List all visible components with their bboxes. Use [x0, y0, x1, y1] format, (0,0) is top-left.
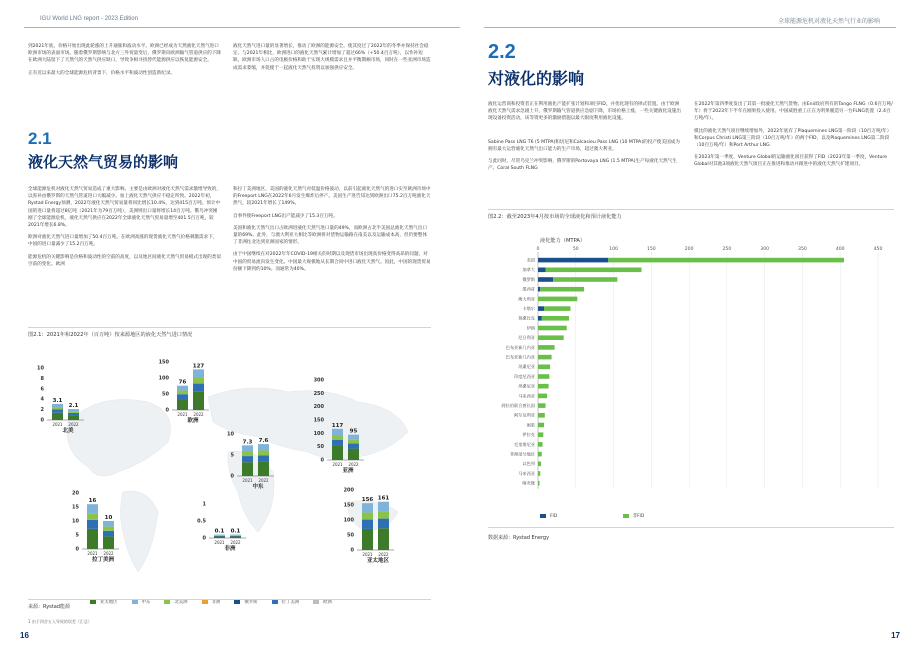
bar-segment	[68, 409, 79, 411]
page-number-left: 16	[20, 631, 29, 640]
year-label: 2021	[52, 422, 63, 427]
bar-prefid	[538, 374, 549, 379]
section-title: 对液化的影响	[488, 69, 585, 88]
legend-swatch	[272, 600, 278, 604]
category-label: 阿尔及利亚	[514, 412, 535, 418]
y-tick-label: 0	[75, 546, 79, 553]
bar-segment	[68, 413, 79, 415]
report-title: IGU World LNG report - 2023 Edition	[40, 16, 138, 22]
y-tick-label: 0	[350, 547, 354, 554]
y-tick-label: 0	[202, 535, 206, 542]
y-tick-label: 6	[40, 386, 44, 393]
year-label: 2021	[242, 478, 253, 483]
paragraph: 美国和液化天然气出口占欧洲进液化天然气进口量的49%，而欧洲占北半美国总液化天然气出口量的69%。此外，与澳大利亚大相比等欧洲将对货物运输路在南美以及运输成本高，但仍要整体了非洲往北达到亚洲国家的情形。	[233, 225, 427, 246]
bar-fid	[538, 268, 546, 273]
category-label: 坦桑尼亚	[518, 383, 535, 389]
bar-value-label: 7.3	[242, 439, 253, 446]
y-tick-label: 150	[313, 417, 324, 424]
year-label: 2022	[258, 478, 269, 483]
bar-prefid	[538, 326, 567, 331]
bar-prefid	[538, 384, 549, 389]
bar-prefid	[538, 462, 541, 467]
bar-value-label: 3.1	[52, 397, 63, 404]
category-label: 马来西亚	[518, 393, 535, 399]
bar-segment	[378, 511, 389, 518]
x-tick-label: 150	[646, 247, 656, 252]
intro-col2	[233, 43, 431, 77]
x-tick-label: 400	[835, 247, 845, 252]
x-tick-label: 50	[572, 247, 579, 252]
bar-prefid	[538, 297, 577, 302]
bar-value-label: 76	[178, 379, 187, 386]
bar-value-label: 0.1	[230, 528, 241, 535]
category-label: 墨西哥	[522, 286, 535, 292]
year-label: 2021	[362, 552, 373, 557]
legend-prefid	[623, 513, 645, 519]
legend-label: 非FID	[632, 514, 645, 519]
liquefaction-capacity-chart	[488, 228, 896, 528]
section-number: 2.1	[28, 129, 52, 148]
legend-fid	[540, 514, 557, 519]
bar-prefid	[538, 394, 547, 399]
region-label: 亚洲	[342, 468, 354, 474]
category-label: 马来西亚	[518, 470, 535, 476]
legend-label: 北美洲	[174, 600, 188, 605]
y-tick-label: 0	[320, 457, 324, 464]
paragraph: 到2021年底，价格开始出现此轮涨的上升通胀和波动水平。欧洲已经成为天然液化天然气进口欧洲市场的表面市场。随着俄罗斯影响与北方三外贸量变后，俄罗斯向欧洲输气管道供应的下降在欧洲大陆留下了天然气的天然气供应缺口，导致争相寻找替代能源供应以恢复能源安全。	[28, 44, 221, 64]
bar-segment	[87, 504, 98, 513]
year-label: 2022	[378, 552, 389, 557]
y-tick-label: 20	[72, 490, 79, 497]
region-label: 非洲	[224, 546, 236, 552]
mini-chart	[197, 502, 246, 553]
bar-segment	[258, 455, 269, 461]
bar-value-label: 95	[349, 428, 358, 435]
y-tick-label: 50	[162, 391, 169, 398]
y-tick-label: 8	[40, 375, 44, 382]
mini-chart	[72, 491, 119, 564]
y-tick-label: 0.5	[197, 518, 206, 525]
paragraph: 和拉丁美洲地区。美国的液化天然气对低温价格波动，以前引起液化天然气的进口实至欧洲市场中的Freeport LNG在2022年6月发生爆炸后停产。美国生产进告知达到欧洲出口75.2百万吨液化天然气，较2021年增长了149%。	[233, 187, 431, 207]
bar-segment	[103, 536, 114, 549]
bar-segment	[362, 529, 373, 550]
bar-prefid	[538, 432, 543, 437]
category-label: 美国	[526, 257, 535, 263]
paragraph: 由于中国继续在对2022年年COVID-19相关的时期以及现货市场出现高价格变得高昂的问题，对中国的贸易流向发生变化。中国最大规模地从长期合同中进口液化天然气。因此，中国的现货贸易份额下降到约10%。而通常为40%。	[233, 252, 431, 272]
x-tick-label: 350	[798, 247, 807, 252]
paragraph: 液化天然气进口量的显著增长，推动了欧洲的能源安全。使其度过了2022年的冬季并保持社会稳定。与2021年相比，欧洲进口的液化天然气累计增加了超过66%（+50.4百万吨），以作补短缺。欧洲市场人口占的电极价格和助于实现大规模需求且并平衡期额市场，同时在一些亚洲市场造成需求萎缩，并促使于一起液化天然气投资以加强供应安全。	[233, 44, 431, 71]
y-tick-label: 200	[313, 404, 324, 411]
y-tick-label: 250	[313, 390, 324, 397]
bar-value-label: 117	[331, 422, 344, 429]
paragraph: 与此同时，尽管乌克兰冲突影响，俄罗斯的Portovaya LNG (1.5 MTPA)生产每液化天然气生产。Coral South FLNG	[488, 159, 677, 172]
bar-segment	[177, 386, 188, 391]
bar-segment	[348, 440, 359, 444]
bar-segment	[87, 520, 98, 529]
legend-swatch	[132, 600, 138, 604]
bar-segment	[177, 399, 188, 410]
bar-prefid	[538, 481, 540, 486]
bar-value-label: 2.1	[68, 403, 79, 410]
bar-segment	[378, 502, 389, 512]
bar-segment	[103, 531, 114, 537]
paragraph: 能源危机的关键影响是价格和波动性的空前的高度，以及地区间液化天然气贸易模式出现的类似空前的变化。欧洲	[28, 254, 221, 267]
y-tick-label: 0	[230, 473, 234, 480]
footnote: 1 由于四舍五入导致的误差（汇总）	[28, 619, 92, 624]
year-label: 2021	[332, 462, 343, 467]
y-tick-label: 5	[230, 452, 234, 459]
category-label: 卡塔尔	[522, 306, 535, 311]
bar-segment	[362, 513, 373, 520]
bar-segment	[332, 429, 343, 435]
bar-prefid	[608, 258, 844, 263]
legend-swatch	[540, 514, 546, 518]
y-tick-label: 10	[37, 365, 44, 372]
bar-segment	[103, 527, 114, 531]
year-label: 2022	[230, 540, 241, 545]
chapter-title: 全球能源危机对液化天然气行业的影响	[777, 19, 880, 25]
region-label: 亚太地区	[366, 558, 390, 564]
category-label: 阿拉伯联合酋长国	[501, 403, 535, 408]
category-label: 尼日利亚	[518, 335, 535, 341]
bar-segment	[193, 384, 204, 392]
bar-value-label: 0.1	[214, 528, 225, 535]
paragraph: 在2023年第一季度，Venture Global的运输液化项目获得了FID（2023年第一季度，Venture Global对其他3项液化天然气项目正在推进和推动并跟进中的液化天然气扩建项目。	[694, 155, 887, 168]
bar-prefid	[546, 268, 642, 273]
bar-segment	[214, 536, 225, 537]
bar-value-label: 161	[377, 495, 390, 502]
paragraph: 全球能源危机对液化天然气贸易造成了重大影响。主要是由欧洲对液化天然气需求激增导致的，以弥补由俄罗斯的天然气管道进口大幅减少。加上液化天然气供应不稳定所致。2022年初，Rystad Energy预测，2022年液化天然气贸易量将同比增长10.4%，达到415百万吨。预计中国的进口量将超过8亿吨（2021年为79百万吨），美洲则出口量将增长14百万吨。俄乌冲突刚刚了全球能源危机，液化天然气供应在2022年全球液化天然气贸易量增至401.5百万吨，较2021年增长6.8%。	[28, 187, 221, 229]
category-label: 加拿大	[522, 267, 535, 273]
bar-prefid	[538, 365, 550, 370]
bar-segment	[87, 529, 98, 549]
category-label: 毛里塔尼亚	[514, 441, 535, 447]
bar-prefid	[538, 345, 555, 350]
figure-rule-bottom	[28, 599, 431, 600]
section-title: 液化天然气贸易的影响	[28, 153, 179, 171]
y-tick-label: 100	[313, 430, 324, 437]
y-tick-label: 10	[72, 518, 79, 525]
legend-swatch	[90, 600, 96, 604]
bar-segment	[362, 520, 373, 529]
y-tick-label: 0	[40, 417, 44, 424]
category-label: 莫桑比克	[518, 315, 535, 321]
year-label: 2022	[68, 422, 79, 427]
chart-legend	[540, 513, 658, 520]
paragraph: 在2022年第四季度发出了其第一批液化天然气货物。由Eni/政府所有的Tango FLNG（0.6百万吨/年）将于2023年下半年在刚果投入使用。中国威胜重工正在为明果履造另一台FLNG装置（2.4百万吨/年）。	[694, 102, 893, 122]
bar-segment	[68, 411, 79, 413]
bar-prefid	[538, 403, 546, 408]
bar-segment	[332, 446, 343, 460]
bar-prefid	[538, 335, 564, 340]
y-tick-label: 4	[40, 396, 44, 403]
x-tick-label: 300	[760, 247, 770, 252]
bar-value-label: 156	[361, 497, 374, 504]
year-label: 2021	[177, 412, 188, 417]
figure-rule	[488, 209, 894, 210]
paragraph: 模比的液化天然气项目继续增加外，2022年底有了Plaquemines LNG第一阶段（10百万吨/年）和Corpus Christi LNG第三阶段（10百万吨/年）的两个FID，以及Plaquemines LNG第二阶段（10百万吨/年）和Port Arthur LNG	[694, 128, 892, 149]
legend-label: 拉丁美洲	[281, 600, 300, 605]
paragraph: Sabine Pass LNG T6 (5 MTPA)和切尼和Calcasieu Pass LNG (10 MTPA)的投产使美国成为拥有最大运营液化天然气出口能力的生产市场，超过澳大利亚。	[488, 139, 680, 152]
bar-segment	[378, 519, 389, 529]
bar-prefid	[538, 423, 544, 428]
bar-prefid	[542, 316, 569, 321]
bar-prefid	[538, 442, 543, 447]
paragraph: 液化运营商和投资者正在利用液化产能扩张计划和项目FID。并优化现有的择式装置。由于欧洲液化天然气需求急剧上升，俄罗斯输气管道供应急剧下降，市场价格上涨，一些关键液化设施出现设备投资活动，该等资更多的激励措施以最大限度利用液化设施。	[488, 102, 681, 122]
bar-segment	[258, 450, 269, 455]
bar-segment	[177, 394, 188, 399]
y-tick-label: 150	[343, 502, 354, 509]
legend-label: FID	[550, 513, 558, 519]
bar-segment	[230, 536, 241, 538]
bar-segment	[52, 410, 63, 413]
bar-prefid	[538, 413, 545, 418]
y-tick-label: 50	[317, 444, 324, 451]
bar-segment	[193, 369, 204, 377]
year-label: 2021	[214, 540, 225, 545]
category-label: 以色列	[522, 461, 535, 467]
paragraph: 欧洲对液化天然气进口量增加了50.4百万吨。在欧洲高涨的现货液化天然气价格刺激需求下，中国的进口量减少了15.2百万吨。	[28, 235, 218, 248]
x-tick-label: 250	[722, 247, 732, 252]
x-tick-label: 450	[873, 247, 883, 252]
bar-segment	[378, 528, 389, 550]
bar-segment	[258, 462, 269, 476]
category-label: 巴布亚新几内亚	[505, 354, 535, 360]
legend-swatch	[164, 600, 170, 604]
sec22-col2	[694, 101, 894, 174]
header-rule-right	[484, 27, 896, 28]
bar-prefid	[544, 306, 570, 311]
bar-segment	[214, 536, 225, 538]
legend-swatch	[623, 514, 629, 518]
bar-value-label: 16	[88, 498, 97, 505]
paragraph: 自事件使Freeport LNG出产能减少了15.3百万吨。	[233, 213, 338, 219]
year-label: 2022	[193, 412, 204, 417]
bar-segment	[52, 413, 63, 420]
bar-segment	[242, 445, 253, 451]
category-label: 伊拉克	[522, 432, 535, 438]
category-label: 非洲部分地区	[509, 451, 535, 457]
imports-map-figure	[28, 342, 438, 592]
paragraph: 正有近以来最大的全球能源危机背景下，价格水平和波动性创造新纪录。	[28, 70, 176, 76]
legend-label: 俄罗斯	[244, 600, 258, 605]
region-label: 拉丁美洲	[91, 557, 115, 563]
year-label: 2022	[348, 462, 359, 467]
bar-fid	[538, 306, 544, 311]
bar-prefid	[553, 277, 617, 282]
y-tick-label: 200	[343, 487, 354, 494]
bar-segment	[362, 503, 373, 512]
y-tick-label: 15	[72, 504, 79, 511]
bar-segment	[193, 392, 204, 410]
figure-rule-bottom	[488, 527, 894, 528]
category-label: 刚果	[526, 422, 535, 428]
bar-segment	[230, 536, 241, 537]
section-number: 2.2	[488, 41, 516, 63]
bar-segment	[87, 513, 98, 520]
x-axis-title: 液化能力（MTPA）	[540, 238, 586, 244]
sec21-col1	[28, 186, 221, 273]
legend-swatch	[234, 600, 240, 604]
category-label: 印度尼西亚	[514, 373, 535, 379]
region-label: 欧洲	[187, 418, 199, 424]
bar-segment	[258, 444, 269, 450]
legend-label: 非洲	[211, 600, 221, 605]
bar-prefid	[538, 471, 540, 476]
y-tick-label: 300	[313, 377, 324, 384]
figure-source: 数据来源：Rystad Energy	[488, 535, 550, 541]
bar-segment	[332, 435, 343, 440]
bar-segment	[214, 535, 225, 536]
bar-segment	[177, 391, 188, 395]
y-tick-label: 100	[343, 517, 354, 524]
mini-chart	[37, 366, 84, 435]
year-label: 2022	[103, 551, 114, 556]
bar-fid	[538, 287, 540, 292]
region-label: 中东	[252, 484, 264, 490]
legend-label: 中东	[141, 600, 151, 605]
bar-fid	[538, 277, 553, 282]
legend-swatch	[313, 600, 319, 604]
mini-chart	[344, 488, 394, 565]
bar-segment	[242, 456, 253, 462]
bar-segment	[348, 449, 359, 460]
y-tick-label: 10	[227, 431, 234, 438]
bar-segment	[348, 444, 359, 449]
legend-swatch	[202, 600, 208, 604]
figure-rule	[28, 327, 431, 328]
bar-segment	[193, 377, 204, 383]
page-number-right: 17	[891, 631, 900, 640]
bar-segment	[230, 535, 241, 536]
bar-prefid	[540, 287, 584, 292]
bar-prefid	[538, 355, 552, 360]
bar-segment	[214, 535, 225, 536]
x-tick-label: 200	[684, 247, 694, 252]
category-label: 澳大利亚	[518, 296, 535, 302]
bar-value-label: 10	[104, 515, 113, 521]
y-tick-label: 150	[158, 359, 169, 366]
header-rule-left	[24, 27, 460, 28]
bar-value-label: 7.6	[258, 438, 269, 445]
bar-segment	[230, 535, 241, 536]
bar-segment	[52, 404, 63, 407]
legend-label: 亚太地区	[100, 600, 118, 605]
region-label: 北美	[62, 428, 74, 434]
figure-source: 来源：Rystad能源	[28, 604, 70, 610]
y-tick-label: 5	[75, 532, 79, 539]
bar-segment	[332, 440, 343, 446]
category-label: 坦桑尼亚	[518, 364, 535, 370]
category-label: 巴布亚新几内亚	[505, 344, 535, 350]
y-tick-label: 100	[158, 375, 169, 382]
sec22-col1	[488, 101, 683, 177]
bar-segment	[348, 435, 359, 440]
legend-label: 欧洲	[323, 600, 332, 605]
bar-segment	[68, 415, 79, 420]
figure-caption: 图2.2：截至2023年4月按市场的全球液化和预计液化能力	[488, 214, 622, 220]
y-tick-label: 0	[165, 407, 169, 414]
bar-fid	[538, 316, 542, 321]
category-label: 喀麦隆	[522, 480, 535, 486]
sec21-col2	[233, 186, 431, 278]
bar-fid	[538, 258, 608, 263]
x-tick-label: 0	[536, 247, 540, 252]
bar-segment	[103, 521, 114, 527]
y-tick-label: 2	[40, 407, 44, 414]
bar-prefid	[538, 452, 542, 457]
x-tick-label: 100	[609, 247, 618, 252]
category-label: 俄罗斯	[522, 276, 535, 282]
category-label: 伊朗	[526, 325, 535, 331]
year-label: 2021	[87, 551, 98, 556]
bar-segment	[242, 462, 253, 476]
intro-col1	[28, 43, 221, 82]
figure-caption: 图2.1：2021年和2022年（百万吨）按来源地区的液化天然气进口情况	[28, 332, 193, 338]
bar-value-label: 127	[192, 363, 205, 370]
y-tick-label: 1	[202, 501, 206, 508]
y-tick-label: 50	[347, 532, 354, 539]
bar-segment	[242, 451, 253, 456]
bar-segment	[52, 407, 63, 409]
